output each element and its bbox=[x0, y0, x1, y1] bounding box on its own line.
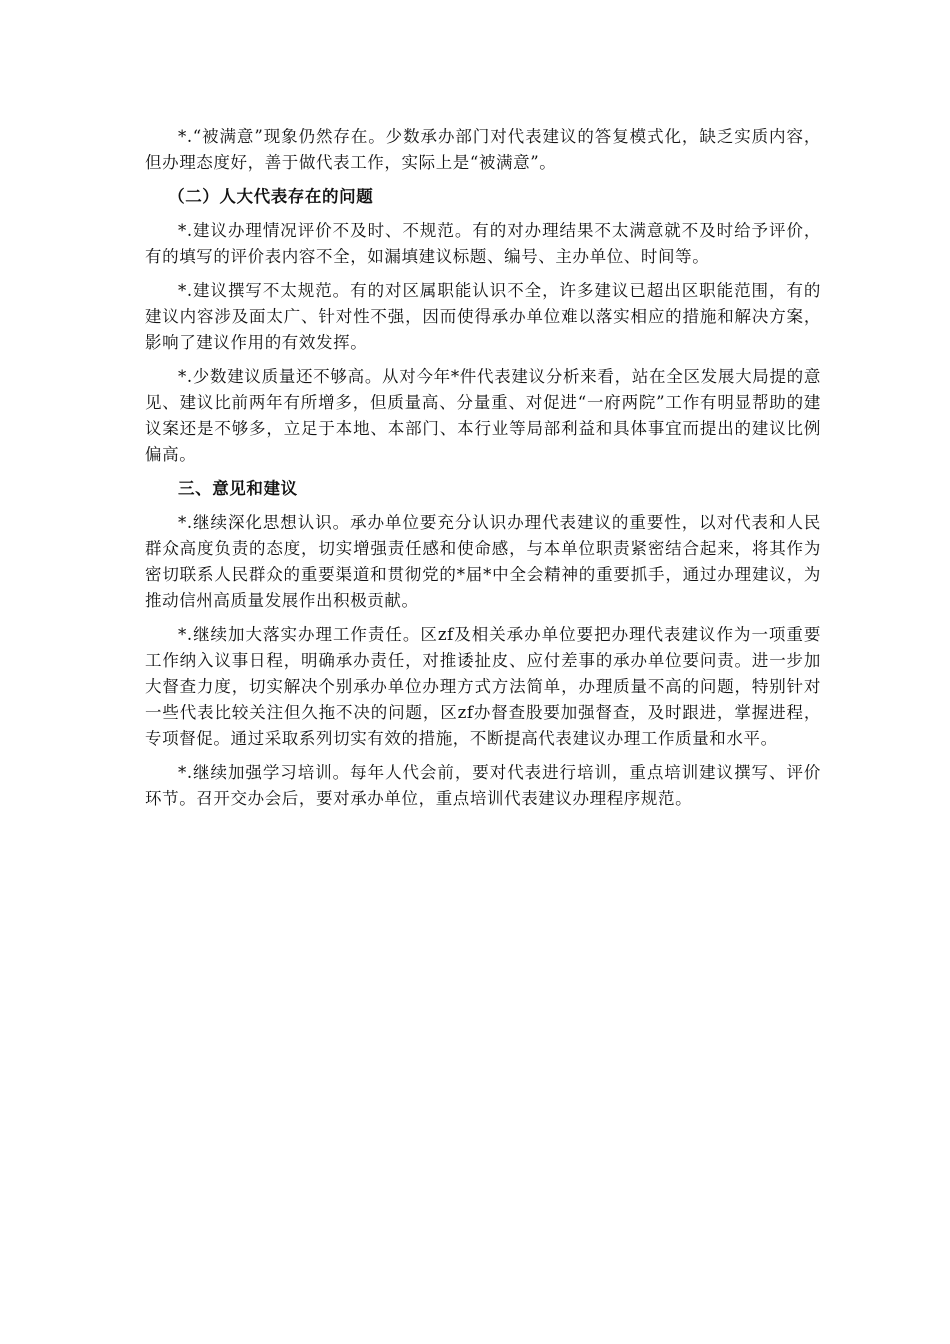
paragraph-training: *.继续加强学习培训。每年人代会前，要对代表进行培训，重点培训建议撰写、评价环节。召开交办会后，要对承办单位，重点培训代表建议办理程序规范。 bbox=[145, 763, 821, 808]
paragraph-responsibility: *.继续加大落实办理工作责任。区zf及相关承办单位要把办理代表建议作为一项重要工作纳入议事日程，明确承办责任，对推诿扯皮、应付差事的承办单位要问责。进一步加大督查力度，切实解决个别承办单位办理方式方法简单，办理质量不高的问题，特别针对一些代表比较关注但久拖不决的问题，区zf办督查股要加强督查，及时跟进，掌握进程，专项督促。通过采取系列切实有效的措施，不断提高代表建议办理工作质量和水平。 bbox=[145, 625, 821, 748]
paragraph-deepen-understanding: *.继续深化思想认识。承办单位要充分认识办理代表建议的重要性，以对代表和人民群众高度负责的态度，切实增强责任感和使命感，与本单位职责紧密结合起来，将其作为密切联系人民群众的重要渠道和贯彻党的*届*中全会精神的重要抓手，通过办理建议，为推动信州高质量发展作出积极贡献。 bbox=[145, 513, 821, 610]
section-heading-deputy-issues: （二）人大代表存在的问题 bbox=[168, 187, 374, 206]
document-page bbox=[145, 124, 821, 820]
paragraph-writing-standards: *.建议撰写不太规范。有的对区属职能认识不全，许多建议已超出区职能范围，有的建议内容涉及面太广、针对性不强，因而使得承办单位难以落实相应的措施和解决方案，影响了建议作用的有效发挥。 bbox=[145, 281, 821, 352]
paragraph-suggestion-quality: *.少数建议质量还不够高。从对今年*件代表建议分析来看，站在全区发展大局提的意见、建议比前两年有所增多，但质量高、分量重、对促进“一府两院”工作有明显帮助的建议案还是不够多，立足于本地、本部门、本行业等局部利益和具体事宜而提出的建议比例偏高。 bbox=[145, 367, 821, 464]
paragraph-evaluation-timeliness: *.建议办理情况评价不及时、不规范。有的对办理结果不太满意就不及时给予评价，有的填写的评价表内容不全，如漏填建议标题、编号、主办单位、时间等。 bbox=[145, 221, 821, 266]
paragraph-passive-satisfaction: *.“被满意”现象仍然存在。少数承办部门对代表建议的答复模式化，缺乏实质内容，但办理态度好，善于做代表工作，实际上是“被满意”。 bbox=[145, 127, 821, 172]
section-heading-opinions: 三、意见和建议 bbox=[178, 479, 298, 498]
